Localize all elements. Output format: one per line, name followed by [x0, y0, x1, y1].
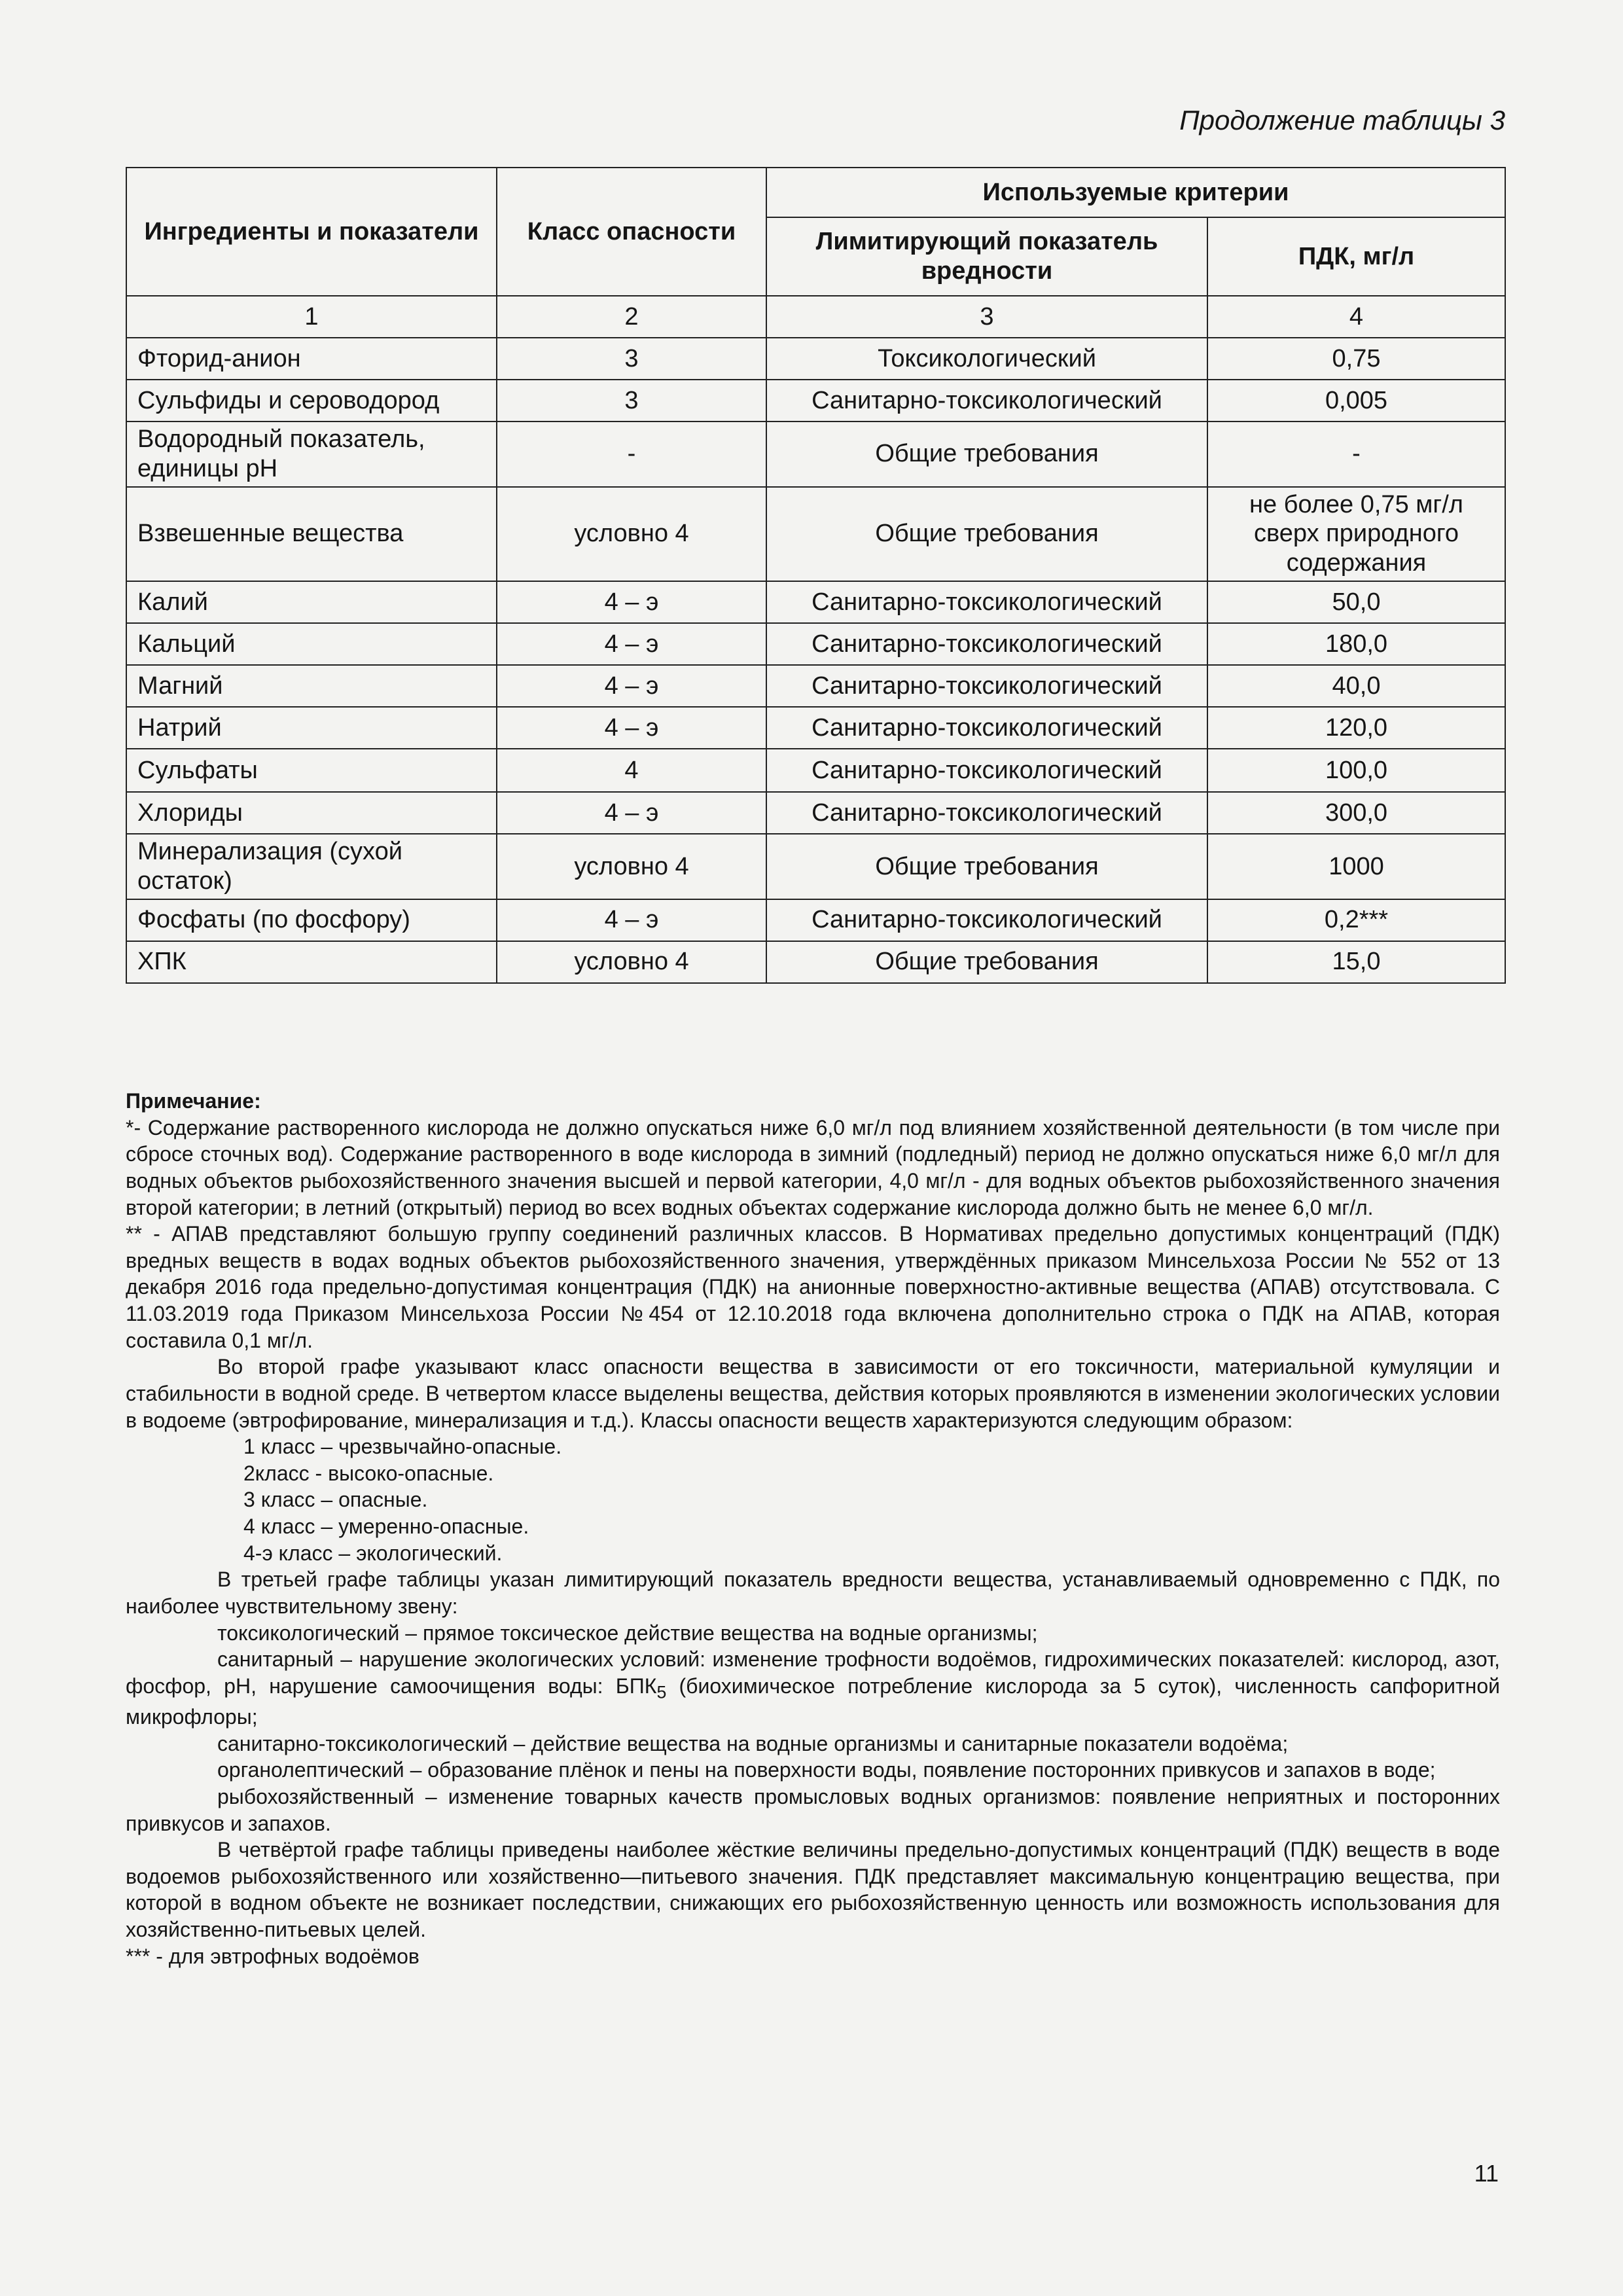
table-row — [126, 941, 1505, 983]
cell-mpc: 180,0 — [1207, 623, 1505, 665]
cell-hazard-class: условно 4 — [497, 941, 766, 983]
list-item: 1 класс – чрезвычайно-опасные. — [243, 1435, 562, 1459]
hazard-criteria-table — [126, 167, 1506, 984]
table-row — [126, 834, 1505, 899]
cell-mpc: 0,2*** — [1207, 899, 1505, 941]
cell-ingredient: Сульфиды и сероводород — [126, 380, 497, 422]
cell-ingredient: Фосфаты (по фосфору) — [126, 899, 497, 941]
definition-organoleptic: органолептический – образование плёнок и пены на поверхности воды, появление посторонних привкусов и запахов в воде; — [217, 1758, 1436, 1782]
table-row — [126, 338, 1505, 380]
table-row — [126, 707, 1505, 749]
cell-limiting-indicator: Общие требования — [766, 422, 1207, 487]
cell-mpc: не более 0,75 мг/л сверх природного содержания — [1207, 487, 1505, 581]
header-mpc: ПДК, мг/л — [1207, 217, 1505, 296]
cell-hazard-class: условно 4 — [497, 487, 766, 581]
header-ingredients: Ингредиенты и показатели — [126, 168, 497, 296]
table-row — [126, 749, 1505, 792]
note-apav: ** - АПАВ представляют большую группу соединений различных классов. В Нормативах предельно допустимых концентраций (ПДК) вредных веществ в водах водных объектов рыбохозяйственного значения, утверждённых приказом Минсельхоза России № 552 от 13 декабря 2016 года предельно-допустимая концентрация (ПДК) на анионные поверхностно-активные вещества (АПАВ) отсутствовала. С 11.03.2019 года Приказом Минсельхоза России №454 от 12.10.2018 года включена дополнительно строка о ПДК на АПАВ, которая составила 0,1 мг/л. — [126, 1222, 1500, 1352]
cell-ingredient: Магний — [126, 665, 497, 707]
definition-fishery: рыбохозяйственный – изменение товарных качеств промысловых водных организмов: появление неприятных и посторонних привкусов и запахов. — [126, 1784, 1500, 1835]
cell-ingredient: Хлориды — [126, 792, 497, 834]
cell-mpc: 50,0 — [1207, 581, 1505, 623]
cell-mpc: 0,75 — [1207, 338, 1505, 380]
cell-ingredient: ХПК — [126, 941, 497, 983]
column-number: 4 — [1207, 296, 1505, 338]
cell-ingredient: Минерализация (сухой остаток) — [126, 834, 497, 899]
cell-limiting-indicator: Санитарно-токсикологический — [766, 581, 1207, 623]
definition-sanitary — [126, 1646, 1500, 1731]
cell-limiting-indicator: Санитарно-токсикологический — [766, 792, 1207, 834]
table-row — [126, 581, 1505, 623]
cell-hazard-class: - — [497, 422, 766, 487]
cell-mpc: 40,0 — [1207, 665, 1505, 707]
footnote-eutrophic: *** - для эвтрофных водоёмов — [126, 1944, 419, 1968]
list-item: 2класс - высоко-опасные. — [243, 1461, 494, 1485]
cell-limiting-indicator: Общие требования — [766, 487, 1207, 581]
list-item: 4-э класс – экологический. — [243, 1541, 503, 1565]
table-row — [126, 623, 1505, 665]
cell-limiting-indicator: Санитарно-токсикологический — [766, 749, 1207, 792]
cell-mpc: - — [1207, 422, 1505, 487]
cell-mpc: 15,0 — [1207, 941, 1505, 983]
table-caption: Продолжение таблицы 3 — [1179, 105, 1505, 135]
cell-mpc: 1000 — [1207, 834, 1505, 899]
cell-ingredient: Калий — [126, 581, 497, 623]
notes-title: Примечание: — [126, 1089, 261, 1113]
definition-sanitary-text: санитарный – нарушение экологических условий: изменение трофности водоёмов, гидрохимических показателей: кислород, азот, фосфор, рН, нарушение самоочищения воды: БПК — [126, 1647, 1500, 1698]
cell-limiting-indicator: Санитарно-токсикологический — [766, 899, 1207, 941]
table-row — [126, 487, 1505, 581]
column-number: 2 — [497, 296, 766, 338]
definition-sanitary-toxicological: санитарно-токсикологический – действие вещества на водные организмы и санитарные показатели водоёма; — [217, 1731, 1289, 1755]
cell-limiting-indicator: Санитарно-токсикологический — [766, 380, 1207, 422]
notes-section — [126, 1088, 1500, 1969]
definition-sanitary-text-end: (биохимическое потребление кислорода за 5 суток), численность сапфоритной микрофлоры; — [126, 1674, 1500, 1729]
definition-toxicological: токсикологический – прямое токсическое действие вещества на водные организмы; — [217, 1621, 1038, 1645]
cell-ingredient: Фторид-анион — [126, 338, 497, 380]
cell-hazard-class: 3 — [497, 338, 766, 380]
cell-hazard-class: 4 – э — [497, 623, 766, 665]
list-item: 3 класс – опасные. — [243, 1488, 428, 1512]
cell-limiting-indicator: Санитарно-токсикологический — [766, 623, 1207, 665]
table-row — [126, 422, 1505, 487]
cell-ingredient: Взвешенные вещества — [126, 487, 497, 581]
cell-hazard-class: 4 – э — [497, 899, 766, 941]
cell-limiting-indicator: Санитарно-токсикологический — [766, 665, 1207, 707]
cell-limiting-indicator: Токсикологический — [766, 338, 1207, 380]
header-hazard-class: Класс опасности — [497, 168, 766, 296]
cell-mpc: 0,005 — [1207, 380, 1505, 422]
header-criteria: Используемые критерии — [766, 168, 1505, 217]
cell-mpc: 300,0 — [1207, 792, 1505, 834]
hazard-class-list — [126, 1433, 1500, 1566]
column-number: 1 — [126, 296, 497, 338]
table-row — [126, 380, 1505, 422]
cell-mpc: 120,0 — [1207, 707, 1505, 749]
cell-ingredient: Кальций — [126, 623, 497, 665]
cell-limiting-indicator: Санитарно-токсикологический — [766, 707, 1207, 749]
cell-mpc: 100,0 — [1207, 749, 1505, 792]
cell-limiting-indicator: Общие требования — [766, 834, 1207, 899]
cell-hazard-class: 4 – э — [497, 707, 766, 749]
cell-hazard-class: 3 — [497, 380, 766, 422]
table-row — [126, 899, 1505, 941]
note-dissolved-oxygen: *- Содержание растворенного кислорода не должно опускаться ниже 6,0 мг/л под влиянием хозяйственной деятельности (в том числе при сбросе сточных вод). Содержание растворенного в воде кислорода в зимний (подледный) период не должно опускаться ниже 6,0 мг/л для водных объектов рыбохозяйственного значения высшей и первой категории, 4,0 мг/л - для водных объектов рыбохозяйственного значения второй категории; в летний (открытый) период во всех водных объектах содержание кислорода должно быть не менее 6,0 мг/л. — [126, 1115, 1500, 1219]
note-mpc-column: В четвёртой графе таблицы приведены наиболее жёсткие величины предельно-допустимых концентраций (ПДК) веществ в воде водоемов рыбохозяйственного или хозяйственно—питьевого значения. ПДК представляет максимальную концентрацию вещества, при которой в водном объекте не возникает последствии, снижающих его рыбохозяйственную ценность или возможность использования для хозяйственно-питьевых целей. — [126, 1838, 1500, 1941]
cell-hazard-class: 4 — [497, 749, 766, 792]
cell-hazard-class: 4 – э — [497, 792, 766, 834]
list-item: 4 класс – умеренно-опасные. — [243, 1515, 529, 1538]
cell-ingredient: Натрий — [126, 707, 497, 749]
column-number: 3 — [766, 296, 1207, 338]
page-number: 11 — [1474, 2160, 1499, 2187]
cell-ingredient: Сульфаты — [126, 749, 497, 792]
cell-hazard-class: 4 – э — [497, 581, 766, 623]
cell-limiting-indicator: Общие требования — [766, 941, 1207, 983]
header-limiting: Лимитирующий показатель вредности — [766, 217, 1207, 296]
table-row — [126, 665, 1505, 707]
bod-subscript: 5 — [656, 1682, 667, 1702]
table-row — [126, 792, 1505, 834]
note-limiting-column: В третьей графе таблицы указан лимитирующий показатель вредности вещества, устанавливаемый одновременно с ПДК, по наиболее чувствительному звену: — [126, 1568, 1500, 1618]
cell-hazard-class: 4 – э — [497, 665, 766, 707]
note-hazard-class-column: Во второй графе указывают класс опасности вещества в зависимости от его токсичности, материальной кумуляции и стабильности в водной среде. В четвертом классе выделены вещества, действия которых проявляются в изменении экологических условии в водоеме (эвтрофирование, минерализация и т.д.). Классы опасности веществ характеризуются следующим образом: — [126, 1355, 1500, 1432]
cell-ingredient: Водородный показатель, единицы рН — [126, 422, 497, 487]
cell-hazard-class: условно 4 — [497, 834, 766, 899]
